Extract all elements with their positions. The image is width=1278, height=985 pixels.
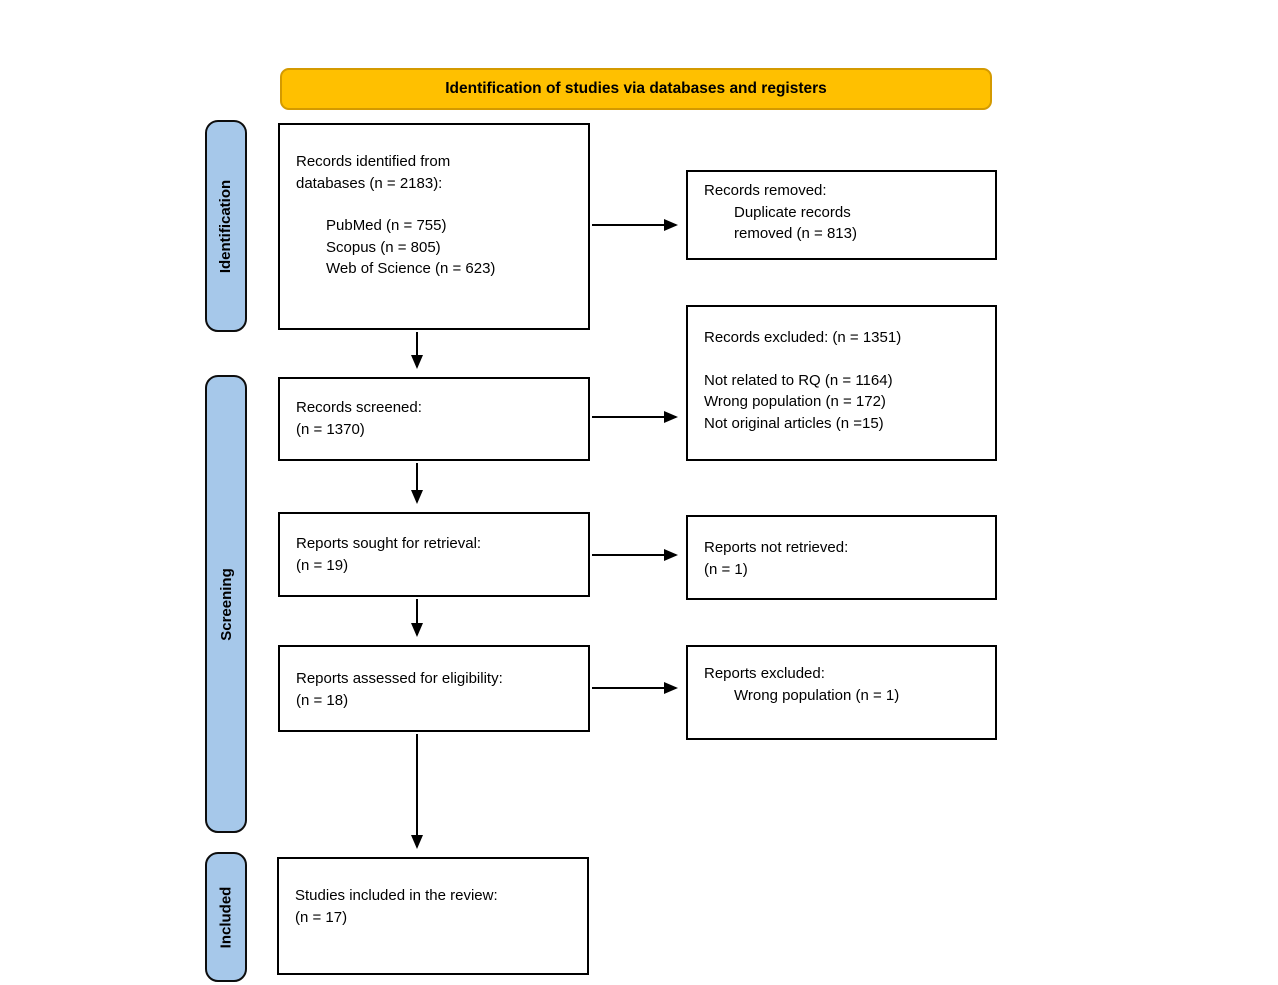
box-records-removed — [686, 170, 997, 260]
text-line: Records removed: — [704, 182, 827, 199]
text-line: Web of Science (n = 623) — [326, 260, 496, 277]
text-line: Records identified from — [296, 153, 451, 170]
text-line: Wrong population (n = 1) — [734, 686, 900, 704]
text-line: Not original articles (n =15) — [704, 414, 884, 432]
blank-line — [296, 194, 572, 215]
text-line: Reports assessed for eligibility: — [296, 670, 503, 687]
stage-tab-identification — [205, 120, 247, 332]
box-reports-excluded — [686, 645, 997, 740]
box-reports-not-retrieved — [686, 515, 997, 600]
stage-tab-identification-label: Identification — [217, 179, 235, 273]
box-reports-sought — [278, 512, 590, 597]
text-line: (n = 17) — [295, 908, 348, 926]
text-line: databases (n = 2183): — [296, 174, 443, 192]
box-reports-assessed — [278, 645, 590, 732]
text-line: Studies included in the review: — [295, 887, 498, 904]
text-line: Duplicate records — [734, 203, 851, 221]
text-line: Records excluded: (n = 1351) — [704, 329, 902, 346]
banner-title: Identification of studies via databases and registers — [445, 80, 827, 97]
text-line: Reports sought for retrieval: — [296, 535, 482, 552]
text-line: PubMed (n = 755) — [326, 217, 447, 234]
text-line: Wrong population (n = 172) — [704, 393, 886, 410]
banner — [280, 68, 992, 110]
text-line: removed (n = 813) — [734, 225, 857, 242]
text-line: (n = 1) — [704, 560, 748, 578]
box-records-screened — [278, 377, 590, 461]
text-line: Not related to RQ (n = 1164) — [704, 371, 893, 389]
text-line: (n = 19) — [296, 556, 349, 574]
text-line: (n = 18) — [296, 691, 349, 709]
text-line: Reports excluded: — [704, 665, 825, 682]
stage-tab-included — [205, 852, 247, 982]
text-line: (n = 1370) — [296, 420, 365, 438]
box-records-identified — [278, 123, 590, 330]
text-line: Records screened: — [296, 399, 422, 416]
text-line: Reports not retrieved: — [704, 539, 849, 556]
box-records-excluded — [686, 305, 997, 461]
blank-line — [704, 349, 981, 370]
box-studies-included — [277, 857, 589, 975]
stage-tab-included-label: Included — [217, 886, 235, 948]
stage-tab-screening-label: Screening — [217, 567, 235, 641]
stage-tab-screening — [205, 375, 247, 833]
text-line: Scopus (n = 805) — [326, 238, 441, 256]
